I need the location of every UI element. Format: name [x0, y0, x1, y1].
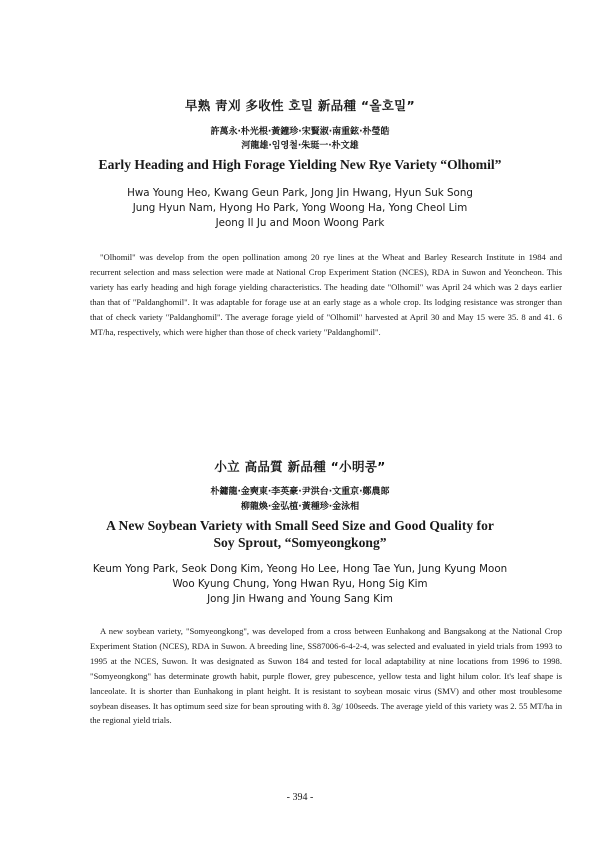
article1-abstract-text: "Olhomil" was develop from the open pollination among 20 rye lines at the Wheat and Barley Research Institute in 1984 and recurrent selection and mass selection were made at National Crop Experiment Station (NCES), RDA in Suwon and Yeoncheon. This variety has early heading and high forage yielding characteristics. The heading date "Olhomil" was April 24 which was 2 days earlier than that of "Paldanghomil". It was adaptable for forage use at an early stage as a whole crop. Its lodging resistance was stronger than that of check variety "Paldanghomil". The average forage yield of "Olhomil" harvested at April 30 and May 15 were 35. 8 and 41. 6 MT/ha, respectively, which were higher than those of check variety "Paldanghomil". [90, 252, 562, 337]
article1-cjk-authors-line1: 許萬永·朴光根·黃鐘珍·宋賢淑·南重鉉·朴瑩皓 [210, 127, 390, 137]
article2-authors-line2: Woo Kyung Chung, Yong Hwan Ryu, Hong Sig Kim [172, 578, 428, 590]
article2-authors [0, 562, 600, 607]
article2-abstract [90, 624, 562, 728]
article1-authors-line1: Hwa Young Heo, Kwang Geun Park, Jong Jin Hwang, Hyun Suk Song [127, 187, 473, 199]
article2-authors-line3: Jong Jin Hwang and Young Sang Kim [207, 593, 393, 605]
article1-authors-line3: Jeong Il Ju and Moon Woong Park [215, 217, 385, 229]
article1-cjk-authors-line2: 河龍雄·임영철·朱珽一·朴文雄 [241, 141, 359, 151]
article1-authors-line2: Jung Hyun Nam, Hyong Ho Park, Yong Woong Ha, Yong Cheol Lim [132, 202, 468, 214]
article1-korean-title: 早熟 靑刈 多收性 호밀 新品種 “올호밀” [184, 98, 416, 113]
page-number: - 394 - [286, 792, 314, 803]
article1-english-title: Early Heading and High Forage Yielding New Rye Variety “Olhomil” [98, 157, 502, 172]
article2-cjk-authors-line2: 柳龍煥·金弘植·黃種珍·金泳相 [240, 502, 360, 512]
article2-english-title-line2: Soy Sprout, “Somyeongkong” [213, 535, 387, 550]
article1-authors [0, 186, 600, 231]
article2-authors-line1: Keum Yong Park, Seok Dong Kim, Yeong Ho Lee, Hong Tae Yun, Jung Kyung Moon [92, 563, 508, 575]
article2-english-title-line1: A New Soybean Variety with Small Seed Size and Good Quality for [106, 518, 494, 533]
article2-abstract-text: A new soybean variety, "Somyeongkong", was developed from a cross between Eunhakong and Bangsakong at the National Crop Experiment Station (NCES), RDA in Suwon. A breeding line, SS87006-6-4-2-4, was selected and evaluated in yield trials from 1993 to 1995 at the NCES, Suwon. It was designated as Suwon 184 and tested for local adaptability at nine locations from 1996 to 1998. "Somyeongkong" has determinate growth habit, purple flower, grey pubescence, yellow testa and light hilum color. It's leaf shape is lanceolate. It is shorter than Eunhakong in plant height. It is resistant to soybean mosaic virus (SMV) and other most troublesome soybean diseases. It has optimum seed size for bean sprouting with 8. 3g/ 100seeds. The average yield of this variety was 2. 55 MT/ha in the regional yield trials. [90, 626, 562, 726]
article1-abstract [90, 250, 562, 339]
article2-korean-title: 小立 高品質 新品種 “小明콩” [214, 459, 386, 474]
article2-cjk-authors-line1: 朴鏞龍·金奭東·李英豪·尹洪台·文重京·鄭農郞 [210, 487, 390, 497]
